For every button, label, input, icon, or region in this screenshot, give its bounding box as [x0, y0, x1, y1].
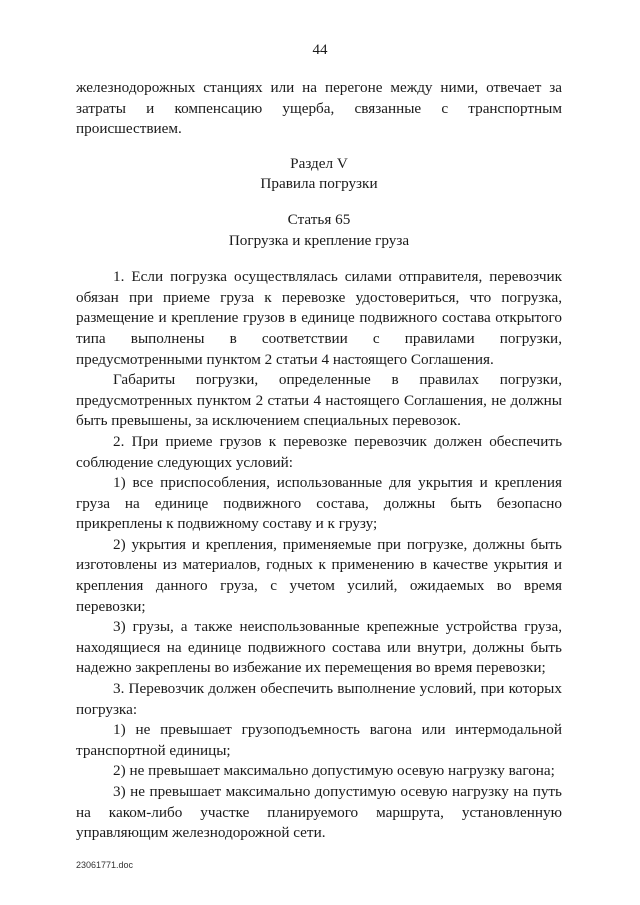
section-title: Правила погрузки	[260, 175, 378, 193]
article-title: Погрузка и крепление груза	[228, 231, 410, 249]
list-item: 2) укрытия и крепления, применяемые при погрузке, должны быть изготовлены из материалов, годных к применению в качестве укрытия и крепления данного груза, с учетом усилий, ожидаемых во время перевозки;	[76, 535, 562, 615]
list-item: 2) не превышает максимально допустимую осевую нагрузку вагона;	[113, 762, 555, 780]
paragraph: 1. Если погрузка осуществлялась силами отправителя, перевозчик обязан при приеме груза к перевозке удостовериться, что погрузка, размещение и крепление грузов в единице подвижного состава открытого типа выполнены в соответствии с правилами погрузки, предусмотренными пунктом 2 статьи 4 настоящего Соглашения.	[76, 268, 562, 368]
article-number: Статья 65	[287, 210, 351, 228]
file-name-footer: 23061771.doc	[76, 860, 134, 870]
list-item: 1) не превышает грузоподъемность вагона или интермодальной транспортной единицы;	[76, 721, 562, 759]
list-item: 3) не превышает максимально допустимую осевую нагрузку на путь на каком-либо участке планируемого маршрута, установленную управляющим железнодорожной сети.	[76, 783, 562, 842]
intro-paragraph: железнодорожных станциях или на перегоне между ними, отвечает за затраты и компенсацию ущерба, связанные с транспортным происшествием.	[76, 79, 562, 138]
document-body	[76, 78, 562, 844]
list-item: 3) грузы, а также неиспользованные крепежные устройства груза, находящиеся на единице подвижного состава или внутри, должны быть надежно закреплены во избежание их перемещения во время перевозки;	[76, 618, 562, 677]
paragraph: Габариты погрузки, определенные в правилах погрузки, предусмотренных пунктом 2 статьи 4 настоящего Соглашения, не должны быть превышены, за исключением специальных перевозок.	[76, 371, 562, 430]
paragraph: 3. Перевозчик должен обеспечить выполнение условий, при которых погрузка:	[76, 680, 562, 718]
paragraph: 2. При приеме грузов к перевозке перевозчик должен обеспечить соблюдение следующих условий:	[76, 432, 562, 471]
page-number: 44	[312, 42, 328, 58]
section-number: Раздел V	[290, 154, 348, 172]
list-item: 1) все приспособления, использованные для укрытия и крепления груза на единице подвижного состава, должны быть безопасно прикреплены к подвижному составу и к грузу;	[76, 474, 562, 533]
